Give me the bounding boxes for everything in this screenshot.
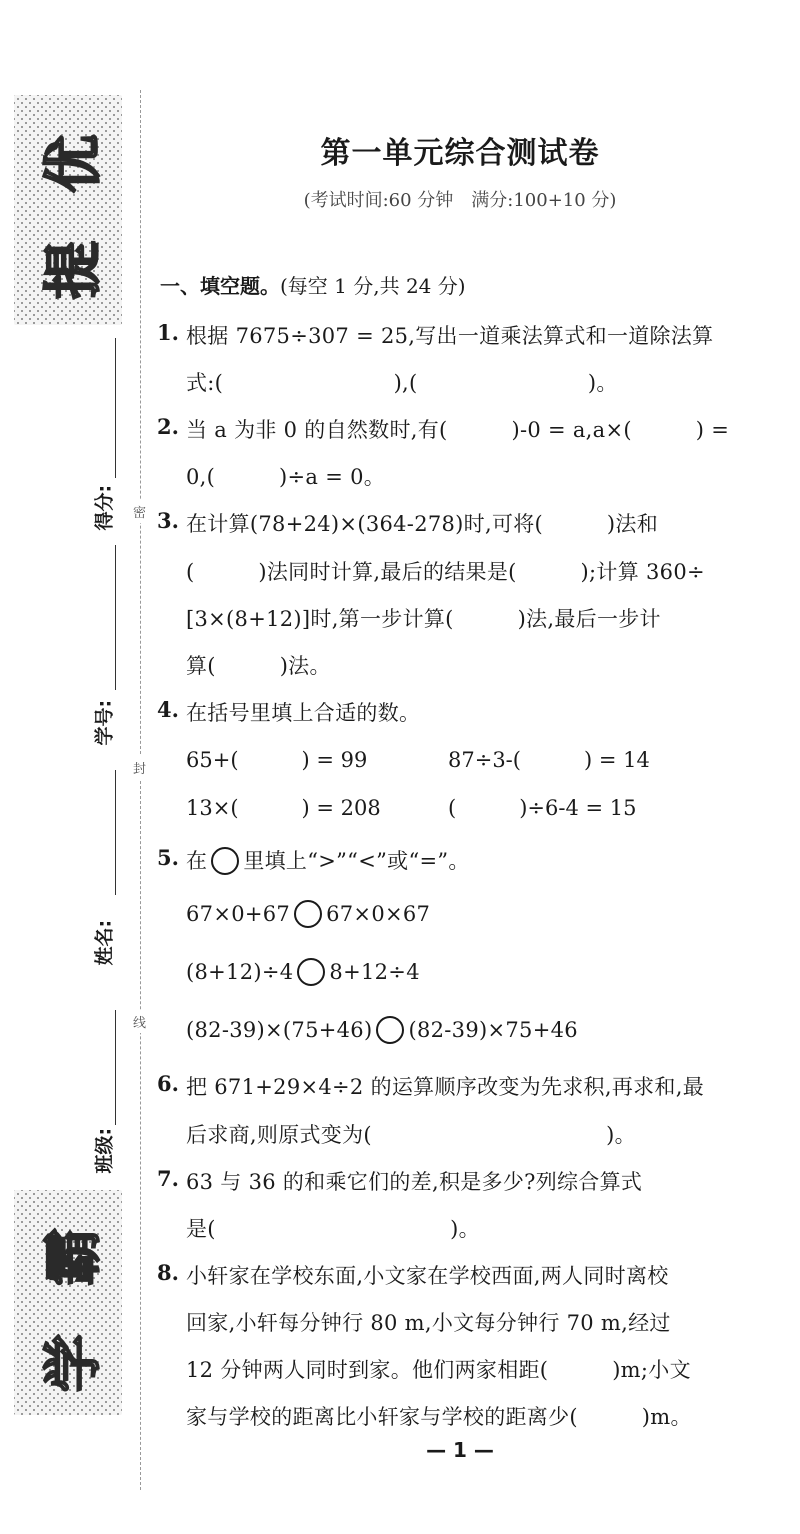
question-number: 4. [157,697,179,722]
class-line [115,1010,116,1125]
q5-row-2-left: (8+12)÷4 [186,960,294,984]
q8-line-3: 12 分钟两人同时到家。他们两家相距( )m;小文 [186,1358,691,1382]
q5-row-2 [186,960,420,986]
q5-intro-a: 在 [186,849,208,873]
q5-row-2-right: 8+12÷4 [329,960,420,984]
q2-line-2: 0,( )÷a = 0。 [186,465,386,489]
q4-expr-2: 87÷3-( ) = 14 [448,748,650,772]
q1-line-1: 根据 7675÷307 = 25,写出一道乘法算式和一道除法算 [186,324,714,348]
q5-row-1-right: 67×0×67 [326,902,431,926]
q8-line-1: 小轩家在学校东面,小文家在学校西面,两人同时离校 [186,1264,669,1288]
q2-line-1: 当 a 为非 0 的自然数时,有( )-0 = a,a×( ) = [186,418,730,442]
q5-row-3 [186,1018,578,1044]
q5-row-3-left: (82-39)×(75+46) [186,1018,373,1042]
question-number: 6. [157,1071,179,1096]
q7-line-1: 63 与 36 的和乘它们的差,积是多少?列综合算式 [186,1170,643,1194]
q3-line-2: ( )法同时计算,最后的结果是( );计算 360÷ [186,560,705,584]
question-number: 8. [157,1260,179,1285]
q5-row-1 [186,902,430,928]
score-line [115,338,116,478]
side-banner-bottom [14,1190,122,1415]
side-banner-top-text: 提 优 [39,120,107,300]
question-number: 1. [157,320,179,345]
page-number: — 1 — [426,1438,494,1462]
section-title: 一、填空题。 [160,274,280,298]
compare-circle-icon[interactable] [376,1016,404,1044]
seal-char-feng: 封 [133,756,146,779]
compare-circle-icon[interactable] [297,958,325,986]
question-number: 3. [157,508,179,533]
q4-expr-3: 13×( ) = 208 [186,796,381,820]
q5-row-1-left: 67×0+67 [186,902,291,926]
q1-line-2: 式:( ),( )。 [186,371,618,395]
q8-line-4: 家与学校的距离比小轩家与学校的距离少( )m。 [186,1405,692,1429]
q5-intro [186,845,470,875]
q3-line-1: 在计算(78+24)×(364-278)时,可将( )法和 [186,512,659,536]
q8-line-2: 回家,小轩每分钟行 80 m,小文每分钟行 70 m,经过 [186,1311,671,1335]
q4-expr-4: ( )÷6-4 = 15 [448,796,637,820]
section-note: (每空 1 分,共 24 分) [280,274,466,298]
page-title: 第一单元综合测试卷 [320,136,600,171]
question-number: 5. [157,845,179,870]
q3-line-3: [3×(8+12)]时,第一步计算( )法,最后一步计 [186,607,661,631]
compare-circle-icon [211,847,239,875]
q6-line-1: 把 671+29×4÷2 的运算顺序改变为先求积,再求和,最 [186,1075,705,1099]
question-number: 2. [157,414,179,439]
exam-info: (考试时间:60 分钟 满分:100+10 分) [303,190,617,211]
name-label: 姓名: [93,919,116,966]
side-banner-bottom-text: 学 霸 [39,1213,107,1392]
compare-circle-icon[interactable] [294,900,322,928]
q4-expr-1: 65+( ) = 99 [186,748,368,772]
seal-char-mi: 密 [133,500,146,523]
section-heading [160,270,466,299]
score-label: 得分: [93,484,116,531]
q5-row-3-right: (82-39)×75+46 [408,1018,578,1042]
q6-line-2: 后求商,则原式变为( )。 [186,1123,636,1147]
class-label: 班级: [93,1127,116,1174]
side-banner-top [14,95,122,325]
q5-intro-b: 里填上“>”“<”或“=”。 [243,849,470,873]
student-id-label: 学号: [93,699,116,746]
name-line [115,770,116,895]
q3-line-4: 算( )法。 [186,654,331,678]
student-id-line [115,545,116,690]
q4-line-1: 在括号里填上合适的数。 [186,701,421,725]
q7-line-2: 是( )。 [186,1217,480,1241]
seal-dash-line [140,90,141,1490]
seal-char-xian: 线 [133,1010,146,1033]
question-number: 7. [157,1166,179,1191]
